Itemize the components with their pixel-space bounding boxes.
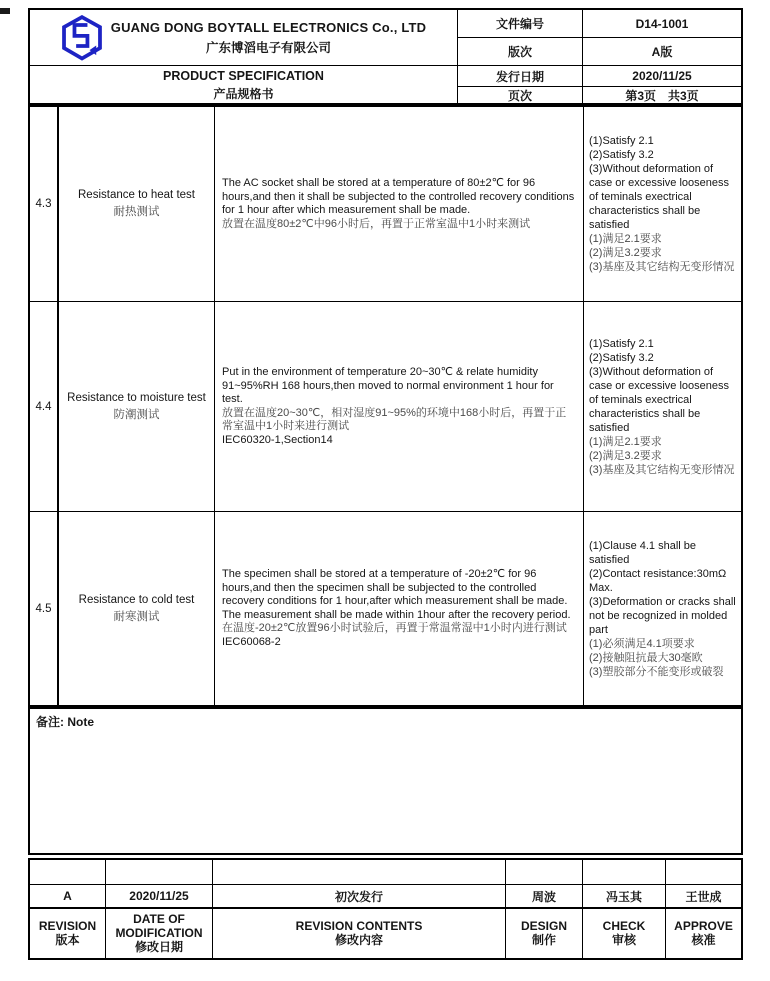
meta-value-version: A版 <box>582 38 741 66</box>
test-row-number: 4.4 <box>30 302 57 512</box>
meta-value-doc-number: D14-1001 <box>582 10 741 38</box>
desc-line: The specimen shall be stored at a temperature of -20±2℃ for 96 hours,and then the specimen shall be subjected to the controlled recovery conditions for 1 hour,after which measurement shall be made. <box>222 568 568 607</box>
col-header-en: APPROVE <box>674 919 733 933</box>
req-line: (1)Satisfy 2.1 <box>589 337 654 350</box>
desc-line: IEC60068-2 <box>222 635 281 648</box>
desc-line: The AC socket shall be stored at a temperature of 80±2℃ for 96 hours,and then it shall be subjected to the controlled recovery conditions for 1 hour after which measurement shall be made. <box>222 177 575 216</box>
revision-entry-approve: 王世成 <box>665 884 741 907</box>
document-header <box>28 8 743 105</box>
test-row-description <box>214 107 583 302</box>
revision-empty-cell <box>582 860 665 884</box>
meta-value-issue-date: 2020/11/25 <box>582 66 741 87</box>
test-row-name <box>57 302 214 512</box>
test-row-requirements <box>583 107 741 302</box>
revision-col-header <box>582 907 665 958</box>
revision-empty-cell <box>30 860 105 884</box>
revision-empty-cell <box>105 860 212 884</box>
note-label: 备注: Note <box>36 715 94 729</box>
desc-line: IEC60320-1,Section14 <box>222 433 333 446</box>
test-row-description <box>214 302 583 512</box>
revision-entry-contents: 初次发行 <box>212 884 505 907</box>
meta-label-doc-number: 文件编号 <box>457 10 582 38</box>
req-line: (2)满足3.2要求 <box>589 247 662 259</box>
req-line: (2)Satisfy 3.2 <box>589 351 654 364</box>
test-spec-table <box>28 105 743 707</box>
test-name-cn: 耐寒测试 <box>113 610 160 623</box>
col-header-cn: 修改内容 <box>334 933 383 947</box>
test-name-en: Resistance to moisture test <box>67 391 206 404</box>
req-line: (1)Satisfy 2.1 <box>589 135 654 147</box>
product-title-en: PRODUCT SPECIFICATION <box>163 68 324 83</box>
revision-entry-design: 周波 <box>505 884 582 907</box>
req-line: (2)Satisfy 3.2 <box>589 149 654 161</box>
meta-value-page: 第3页 共3页 <box>582 87 741 104</box>
desc-line: Put in the environment of temperature 20~30℃ & relate humidity 91~95%RH 168 hours,then moved to normal environment 1 hour for test. <box>222 366 554 405</box>
col-header-cn: 版本 <box>55 933 80 947</box>
req-line: (1)满足2.1要求 <box>589 233 662 245</box>
test-row-name <box>57 512 214 705</box>
req-line: (3)基座及其它结构无变形情况 <box>589 463 735 476</box>
test-row-number: 4.5 <box>35 602 52 615</box>
revision-empty-cell <box>212 860 505 884</box>
col-header-cn: 核准 <box>691 933 716 947</box>
req-line: (1)Clause 4.1 shall be satisfied <box>589 539 697 566</box>
product-title <box>30 66 457 104</box>
req-line: (1)必须满足4.1项要求 <box>589 637 695 650</box>
revision-col-header <box>30 907 105 958</box>
revision-col-header <box>212 907 505 958</box>
req-line: (3)基座及其它结构无变形情况 <box>589 261 735 273</box>
test-name-en: Resistance to heat test <box>78 189 195 201</box>
test-name-cn: 防潮测试 <box>113 408 160 421</box>
scan-artifact <box>0 8 10 14</box>
col-header-en: REVISION <box>38 919 97 933</box>
meta-label-version: 版次 <box>457 38 582 66</box>
revision-empty-cell <box>665 860 741 884</box>
meta-label-issue-date: 发行日期 <box>457 66 582 87</box>
req-line: (2)满足3.2要求 <box>589 449 662 462</box>
col-header-en: DATE OF MODIFICATION <box>115 912 203 940</box>
req-line: (3)Without deformation of case or excessive looseness of teminals exectrical characteristics shall be satisfied <box>589 163 730 231</box>
req-line: (1)满足2.1要求 <box>589 435 662 448</box>
test-name-cn: 耐热测试 <box>113 206 160 218</box>
test-row-requirements <box>583 512 741 705</box>
company-logo-icon <box>61 15 103 61</box>
revision-col-header <box>665 907 741 958</box>
product-title-cn: 产品规格书 <box>213 86 274 101</box>
col-header-en: REVISION CONTENTS <box>295 919 423 933</box>
req-line: (2)Contact resistance:30mΩ Max. <box>589 567 727 594</box>
revision-entry-rev: A <box>30 884 105 907</box>
revision-col-header <box>505 907 582 958</box>
req-line: (3)Without deformation of case or excessive looseness of teminals exectrical characteristics shall be satisfied <box>589 365 730 434</box>
desc-line: 在温度-20±2℃放置96小时试验后，再置于常温常湿中1小时内进行测试 <box>222 622 567 634</box>
revision-col-header <box>105 907 212 958</box>
desc-line: 放置在温度80±2℃中96小时后，再置于正常室温中1小时来测试 <box>222 217 531 230</box>
col-header-cn: 制作 <box>531 933 556 947</box>
req-line: (3)塑胶部分不能变形或破裂 <box>589 665 724 678</box>
req-line: (3)Deformation or cracks shall not be recognized in molded part <box>589 595 736 636</box>
company-name-en: GUANG DONG BOYTALL ELECTRONICS Co., LTD <box>110 19 427 35</box>
col-header-en: DESIGN <box>520 919 567 933</box>
company-name-cn: 广东博滔电子有限公司 <box>205 40 331 55</box>
note-section <box>28 707 743 855</box>
desc-line: 放置在温度20~30℃，相对湿度91~95%的环境中168小时后，再置于正常室温中1小时来进行测试 <box>222 406 567 432</box>
test-row-requirements <box>583 302 741 512</box>
revision-entry-date: 2020/11/25 <box>105 884 212 907</box>
col-header-en: CHECK <box>602 919 646 933</box>
req-line: (2)接触阻抗最大30毫欧 <box>589 651 703 664</box>
test-row-number: 4.3 <box>30 107 57 302</box>
test-name-en: Resistance to cold test <box>78 593 195 606</box>
test-row-description <box>214 512 583 705</box>
company-header <box>30 10 457 66</box>
revision-table <box>28 858 743 960</box>
revision-entry-check: 冯玉其 <box>582 884 665 907</box>
desc-line: The measurement shall be made within 1hour after the recovery period. <box>222 608 571 621</box>
test-row-name <box>57 107 214 302</box>
meta-label-page: 页次 <box>457 87 582 104</box>
revision-empty-cell <box>505 860 582 884</box>
col-header-cn: 审核 <box>611 933 636 947</box>
col-header-cn: 修改日期 <box>134 940 183 954</box>
